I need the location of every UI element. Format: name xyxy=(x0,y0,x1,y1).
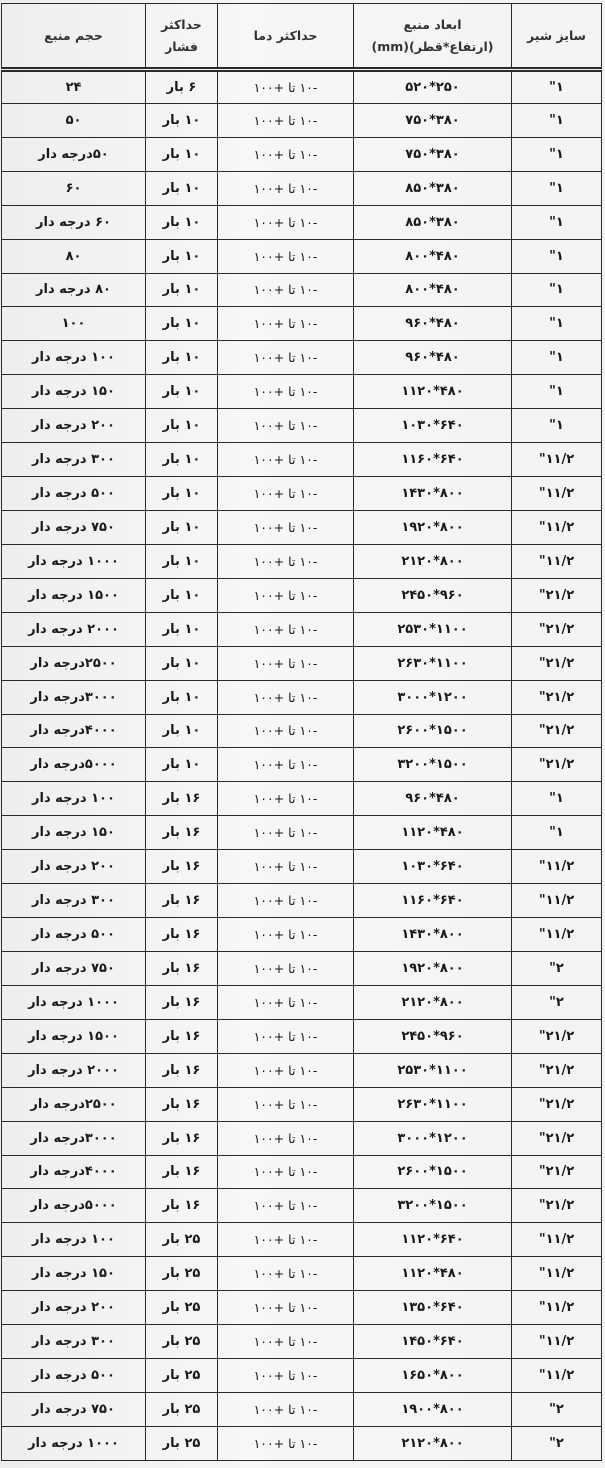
cell-max-temp: -۱۰ تا +۱۰۰ xyxy=(218,544,354,578)
cell-valve-size: ۱" xyxy=(512,375,602,409)
table-row xyxy=(2,409,602,443)
cell-tank-volume: ۳۰۰ درجه دار xyxy=(2,1325,146,1359)
cell-dimensions: ۹۶۰*۲۴۵۰ xyxy=(354,1019,512,1053)
table-row xyxy=(2,1019,602,1053)
cell-max-temp: -۱۰ تا +۱۰۰ xyxy=(218,103,354,137)
cell-dimensions: ۱۲۰۰*۳۰۰۰ xyxy=(354,680,512,714)
cell-tank-volume: ۲۴ xyxy=(2,70,146,104)
table-row xyxy=(2,884,602,918)
cell-tank-volume: ۲۵۰۰درجه دار xyxy=(2,646,146,680)
table-row xyxy=(2,985,602,1019)
header-dimensions-line1: ابعاد منبع xyxy=(403,16,462,32)
cell-dimensions: ۴۸۰*۹۶۰ xyxy=(354,307,512,341)
cell-valve-size: ۱" xyxy=(512,782,602,816)
cell-dimensions: ۱۵۰۰*۲۶۰۰ xyxy=(354,1155,512,1189)
cell-dimensions: ۴۸۰*۱۱۲۰ xyxy=(354,816,512,850)
cell-tank-volume: ۱۰۰ xyxy=(2,307,146,341)
cell-valve-size: ۲۱/۲" xyxy=(512,680,602,714)
cell-max-temp: -۱۰ تا +۱۰۰ xyxy=(218,985,354,1019)
cell-tank-volume: ۳۰۰۰درجه دار xyxy=(2,680,146,714)
cell-valve-size: ۲" xyxy=(512,1426,602,1460)
cell-max-temp: -۱۰ تا +۱۰۰ xyxy=(218,748,354,782)
cell-max-temp: -۱۰ تا +۱۰۰ xyxy=(218,137,354,171)
table-row xyxy=(2,748,602,782)
cell-max-temp: -۱۰ تا +۱۰۰ xyxy=(218,375,354,409)
cell-max-temp: -۱۰ تا +۱۰۰ xyxy=(218,205,354,239)
cell-tank-volume: ۱۰۰ درجه دار xyxy=(2,782,146,816)
cell-dimensions: ۴۸۰*۸۰۰ xyxy=(354,273,512,307)
header-max-pressure-line1: حداکثر xyxy=(161,16,202,32)
cell-dimensions: ۲۵۰*۵۲۰ xyxy=(354,70,512,104)
cell-dimensions: ۱۲۰۰*۳۰۰۰ xyxy=(354,1121,512,1155)
cell-max-temp: -۱۰ تا +۱۰۰ xyxy=(218,1155,354,1189)
cell-max-temp: -۱۰ تا +۱۰۰ xyxy=(218,816,354,850)
cell-max-temp: -۱۰ تا +۱۰۰ xyxy=(218,680,354,714)
cell-dimensions: ۸۰۰*۱۴۳۰ xyxy=(354,477,512,511)
cell-dimensions: ۴۸۰*۸۰۰ xyxy=(354,239,512,273)
table-row xyxy=(2,714,602,748)
header-max-pressure xyxy=(146,4,218,70)
cell-max-pressure: ۲۵ بار xyxy=(146,1325,218,1359)
cell-max-pressure: ۱۰ بار xyxy=(146,646,218,680)
cell-max-temp: -۱۰ تا +۱۰۰ xyxy=(218,70,354,104)
cell-dimensions: ۱۵۰۰*۲۶۰۰ xyxy=(354,714,512,748)
cell-max-temp: -۱۰ تا +۱۰۰ xyxy=(218,443,354,477)
cell-dimensions: ۹۶۰*۲۴۵۰ xyxy=(354,578,512,612)
cell-max-temp: -۱۰ تا +۱۰۰ xyxy=(218,409,354,443)
cell-max-temp: -۱۰ تا +۱۰۰ xyxy=(218,578,354,612)
cell-valve-size: ۱۱/۲" xyxy=(512,884,602,918)
cell-dimensions: ۳۸۰*۷۵۰ xyxy=(354,137,512,171)
cell-valve-size: ۲۱/۲" xyxy=(512,1019,602,1053)
cell-max-temp: -۱۰ تا +۱۰۰ xyxy=(218,646,354,680)
cell-valve-size: ۲۱/۲" xyxy=(512,1087,602,1121)
cell-max-pressure: ۱۶ بار xyxy=(146,850,218,884)
cell-max-temp: -۱۰ تا +۱۰۰ xyxy=(218,1189,354,1223)
table-row xyxy=(2,477,602,511)
table-row xyxy=(2,341,602,375)
cell-valve-size: ۱۱/۲" xyxy=(512,1325,602,1359)
cell-tank-volume: ۶۰ درجه دار xyxy=(2,205,146,239)
table-row xyxy=(2,375,602,409)
cell-dimensions: ۶۴۰*۱۰۳۰ xyxy=(354,409,512,443)
cell-tank-volume: ۳۰۰ درجه دار xyxy=(2,443,146,477)
table-row xyxy=(2,1053,602,1087)
cell-tank-volume: ۵۰۰۰درجه دار xyxy=(2,1189,146,1223)
cell-tank-volume: ۱۰۰۰ درجه دار xyxy=(2,985,146,1019)
cell-dimensions: ۴۸۰*۹۶۰ xyxy=(354,782,512,816)
table-row xyxy=(2,1189,602,1223)
cell-valve-size: ۱۱/۲" xyxy=(512,510,602,544)
cell-max-pressure: ۱۰ بار xyxy=(146,171,218,205)
cell-max-temp: -۱۰ تا +۱۰۰ xyxy=(218,239,354,273)
cell-max-pressure: ۲۵ بار xyxy=(146,1257,218,1291)
cell-tank-volume: ۷۵۰ درجه دار xyxy=(2,1392,146,1426)
table-row xyxy=(2,1359,602,1393)
cell-tank-volume: ۶۰ xyxy=(2,171,146,205)
cell-max-pressure: ۲۵ بار xyxy=(146,1291,218,1325)
cell-max-pressure: ۱۰ بار xyxy=(146,341,218,375)
cell-valve-size: ۱۱/۲" xyxy=(512,918,602,952)
table-row xyxy=(2,1426,602,1460)
table-row xyxy=(2,70,602,104)
tank-spec-table xyxy=(1,3,602,1461)
cell-max-pressure: ۱۶ بار xyxy=(146,918,218,952)
cell-valve-size: ۱" xyxy=(512,239,602,273)
header-tank-volume-label: حجم منبع xyxy=(44,27,103,43)
cell-valve-size: ۲۱/۲" xyxy=(512,748,602,782)
cell-tank-volume: ۲۵۰۰درجه دار xyxy=(2,1087,146,1121)
cell-max-temp: -۱۰ تا +۱۰۰ xyxy=(218,171,354,205)
cell-valve-size: ۱" xyxy=(512,103,602,137)
cell-dimensions: ۱۵۰۰*۳۲۰۰ xyxy=(354,1189,512,1223)
cell-max-temp: -۱۰ تا +۱۰۰ xyxy=(218,612,354,646)
cell-tank-volume: ۵۰درجه دار xyxy=(2,137,146,171)
cell-max-temp: -۱۰ تا +۱۰۰ xyxy=(218,884,354,918)
cell-dimensions: ۶۴۰*۱۰۳۰ xyxy=(354,850,512,884)
table-row xyxy=(2,782,602,816)
cell-tank-volume: ۳۰۰ درجه دار xyxy=(2,884,146,918)
cell-tank-volume: ۵۰۰ درجه دار xyxy=(2,918,146,952)
cell-max-temp: -۱۰ تا +۱۰۰ xyxy=(218,1426,354,1460)
cell-valve-size: ۲۱/۲" xyxy=(512,1053,602,1087)
table-row xyxy=(2,443,602,477)
cell-dimensions: ۸۰۰*۲۱۲۰ xyxy=(354,1426,512,1460)
cell-max-pressure: ۱۰ بار xyxy=(146,544,218,578)
cell-valve-size: ۱۱/۲" xyxy=(512,443,602,477)
table-row xyxy=(2,544,602,578)
table-row xyxy=(2,1257,602,1291)
table-row xyxy=(2,171,602,205)
cell-max-pressure: ۱۰ بار xyxy=(146,375,218,409)
table-row xyxy=(2,850,602,884)
table-row xyxy=(2,239,602,273)
cell-max-pressure: ۱۰ بار xyxy=(146,748,218,782)
cell-tank-volume: ۱۵۰۰ درجه دار xyxy=(2,578,146,612)
cell-tank-volume: ۲۰۰ درجه دار xyxy=(2,409,146,443)
cell-valve-size: ۱۱/۲" xyxy=(512,477,602,511)
cell-tank-volume: ۲۰۰ درجه دار xyxy=(2,850,146,884)
cell-max-temp: -۱۰ تا +۱۰۰ xyxy=(218,1121,354,1155)
table-row xyxy=(2,816,602,850)
cell-dimensions: ۱۱۰۰*۲۵۳۰ xyxy=(354,1053,512,1087)
cell-tank-volume: ۸۰ xyxy=(2,239,146,273)
cell-max-temp: -۱۰ تا +۱۰۰ xyxy=(218,1053,354,1087)
cell-max-pressure: ۱۰ بار xyxy=(146,477,218,511)
table-row xyxy=(2,1155,602,1189)
cell-max-pressure: ۱۶ بار xyxy=(146,951,218,985)
cell-max-pressure: ۱۶ بار xyxy=(146,1053,218,1087)
cell-max-temp: -۱۰ تا +۱۰۰ xyxy=(218,1257,354,1291)
cell-max-pressure: ۱۰ بار xyxy=(146,612,218,646)
cell-valve-size: ۲" xyxy=(512,951,602,985)
cell-dimensions: ۸۰۰*۱۶۵۰ xyxy=(354,1359,512,1393)
cell-tank-volume: ۱۰۰۰ درجه دار xyxy=(2,544,146,578)
cell-max-pressure: ۱۶ بار xyxy=(146,816,218,850)
cell-valve-size: ۲۱/۲" xyxy=(512,1121,602,1155)
table-row xyxy=(2,103,602,137)
header-row xyxy=(2,4,602,70)
cell-valve-size: ۱" xyxy=(512,273,602,307)
cell-max-pressure: ۱۶ بار xyxy=(146,1019,218,1053)
table-row xyxy=(2,918,602,952)
cell-max-pressure: ۱۰ بار xyxy=(146,578,218,612)
cell-valve-size: ۲۱/۲" xyxy=(512,1155,602,1189)
cell-max-pressure: ۲۵ بار xyxy=(146,1392,218,1426)
cell-max-pressure: ۱۰ بار xyxy=(146,510,218,544)
cell-valve-size: ۲۱/۲" xyxy=(512,714,602,748)
cell-dimensions: ۸۰۰*۱۹۲۰ xyxy=(354,510,512,544)
cell-valve-size: ۲" xyxy=(512,985,602,1019)
header-dimensions-line2: (ارتفاع*قطر)(mm) xyxy=(371,38,494,54)
cell-max-pressure: ۲۵ بار xyxy=(146,1426,218,1460)
cell-max-pressure: ۱۶ بار xyxy=(146,1155,218,1189)
table-row xyxy=(2,1223,602,1257)
cell-max-pressure: ۱۶ بار xyxy=(146,1121,218,1155)
cell-valve-size: ۲۱/۲" xyxy=(512,1189,602,1223)
cell-max-temp: -۱۰ تا +۱۰۰ xyxy=(218,273,354,307)
cell-max-temp: -۱۰ تا +۱۰۰ xyxy=(218,782,354,816)
cell-max-pressure: ۱۰ بار xyxy=(146,103,218,137)
cell-max-temp: -۱۰ تا +۱۰۰ xyxy=(218,477,354,511)
cell-valve-size: ۲" xyxy=(512,1392,602,1426)
table-row xyxy=(2,137,602,171)
cell-tank-volume: ۵۰۰ درجه دار xyxy=(2,1359,146,1393)
cell-dimensions: ۸۰۰*۱۹۲۰ xyxy=(354,951,512,985)
cell-tank-volume: ۲۰۰۰ درجه دار xyxy=(2,612,146,646)
header-max-temp xyxy=(218,4,354,70)
table-body xyxy=(2,70,602,1461)
cell-max-pressure: ۱۰ بار xyxy=(146,273,218,307)
table-row xyxy=(2,1291,602,1325)
cell-valve-size: ۱۱/۲" xyxy=(512,1257,602,1291)
cell-max-temp: -۱۰ تا +۱۰۰ xyxy=(218,341,354,375)
cell-max-pressure: ۱۶ بار xyxy=(146,782,218,816)
table-row xyxy=(2,1325,602,1359)
cell-tank-volume: ۲۰۰۰ درجه دار xyxy=(2,1053,146,1087)
cell-dimensions: ۱۱۰۰*۲۶۳۰ xyxy=(354,646,512,680)
cell-max-temp: -۱۰ تا +۱۰۰ xyxy=(218,1359,354,1393)
cell-dimensions: ۶۴۰*۱۱۶۰ xyxy=(354,443,512,477)
cell-valve-size: ۱" xyxy=(512,171,602,205)
cell-max-temp: -۱۰ تا +۱۰۰ xyxy=(218,1291,354,1325)
cell-valve-size: ۱" xyxy=(512,205,602,239)
cell-tank-volume: ۱۵۰ درجه دار xyxy=(2,816,146,850)
table-row xyxy=(2,680,602,714)
cell-valve-size: ۱۱/۲" xyxy=(512,1223,602,1257)
cell-max-pressure: ۶ بار xyxy=(146,70,218,104)
cell-max-pressure: ۱۶ بار xyxy=(146,985,218,1019)
cell-max-temp: -۱۰ تا +۱۰۰ xyxy=(218,951,354,985)
cell-valve-size: ۲۱/۲" xyxy=(512,646,602,680)
cell-tank-volume: ۵۰۰ درجه دار xyxy=(2,477,146,511)
header-dimensions xyxy=(354,4,512,70)
cell-tank-volume: ۴۰۰۰درجه دار xyxy=(2,1155,146,1189)
cell-max-pressure: ۱۰ بار xyxy=(146,680,218,714)
cell-max-pressure: ۱۶ بار xyxy=(146,1189,218,1223)
cell-valve-size: ۱۱/۲" xyxy=(512,850,602,884)
cell-dimensions: ۸۰۰*۲۱۲۰ xyxy=(354,985,512,1019)
cell-dimensions: ۳۸۰*۷۵۰ xyxy=(354,103,512,137)
cell-max-pressure: ۲۵ بار xyxy=(146,1223,218,1257)
cell-tank-volume: ۱۵۰ درجه دار xyxy=(2,1257,146,1291)
cell-tank-volume: ۸۰ درجه دار xyxy=(2,273,146,307)
header-max-pressure-line2: فشار xyxy=(165,38,198,54)
cell-tank-volume: ۷۵۰ درجه دار xyxy=(2,510,146,544)
cell-tank-volume: ۵۰ xyxy=(2,103,146,137)
cell-dimensions: ۴۸۰*۱۱۲۰ xyxy=(354,1257,512,1291)
cell-valve-size: ۱۱/۲" xyxy=(512,1291,602,1325)
cell-max-pressure: ۱۰ بار xyxy=(146,714,218,748)
header-valve-size xyxy=(512,4,602,70)
cell-max-pressure: ۱۰ بار xyxy=(146,205,218,239)
table-row xyxy=(2,951,602,985)
cell-max-temp: -۱۰ تا +۱۰۰ xyxy=(218,1325,354,1359)
cell-valve-size: ۱۱/۲" xyxy=(512,544,602,578)
table-row xyxy=(2,307,602,341)
cell-valve-size: ۱" xyxy=(512,137,602,171)
header-max-temp-label: حداکثر دما xyxy=(253,27,318,43)
cell-dimensions: ۳۸۰*۸۵۰ xyxy=(354,205,512,239)
cell-tank-volume: ۱۰۰ درجه دار xyxy=(2,341,146,375)
header-tank-volume xyxy=(2,4,146,70)
table-row xyxy=(2,205,602,239)
cell-dimensions: ۶۴۰*۱۱۲۰ xyxy=(354,1223,512,1257)
cell-max-pressure: ۱۰ بار xyxy=(146,307,218,341)
cell-tank-volume: ۱۵۰۰ درجه دار xyxy=(2,1019,146,1053)
cell-dimensions: ۶۴۰*۱۴۵۰ xyxy=(354,1325,512,1359)
cell-dimensions: ۶۴۰*۱۱۶۰ xyxy=(354,884,512,918)
cell-max-temp: -۱۰ تا +۱۰۰ xyxy=(218,1019,354,1053)
cell-tank-volume: ۲۰۰ درجه دار xyxy=(2,1291,146,1325)
cell-valve-size: ۱" xyxy=(512,816,602,850)
cell-max-pressure: ۱۶ بار xyxy=(146,1087,218,1121)
cell-max-pressure: ۱۰ بار xyxy=(146,409,218,443)
cell-dimensions: ۱۱۰۰*۲۶۳۰ xyxy=(354,1087,512,1121)
cell-dimensions: ۸۰۰*۲۱۲۰ xyxy=(354,544,512,578)
cell-dimensions: ۱۱۰۰*۲۵۳۰ xyxy=(354,612,512,646)
table-row xyxy=(2,578,602,612)
table-row xyxy=(2,1087,602,1121)
cell-tank-volume: ۱۰۰ درجه دار xyxy=(2,1223,146,1257)
cell-valve-size: ۱۱/۲" xyxy=(512,1359,602,1393)
cell-dimensions: ۳۸۰*۸۵۰ xyxy=(354,171,512,205)
cell-tank-volume: ۴۰۰۰درجه دار xyxy=(2,714,146,748)
cell-valve-size: ۱" xyxy=(512,409,602,443)
cell-max-temp: -۱۰ تا +۱۰۰ xyxy=(218,307,354,341)
cell-dimensions: ۱۵۰۰*۳۲۰۰ xyxy=(354,748,512,782)
cell-max-temp: -۱۰ تا +۱۰۰ xyxy=(218,714,354,748)
cell-max-temp: -۱۰ تا +۱۰۰ xyxy=(218,1087,354,1121)
table-row xyxy=(2,1121,602,1155)
cell-valve-size: ۱" xyxy=(512,341,602,375)
cell-max-pressure: ۱۰ بار xyxy=(146,443,218,477)
header-valve-size-label: سایز شیر xyxy=(527,27,586,43)
cell-dimensions: ۶۴۰*۱۳۵۰ xyxy=(354,1291,512,1325)
cell-max-temp: -۱۰ تا +۱۰۰ xyxy=(218,1392,354,1426)
cell-max-pressure: ۱۰ بار xyxy=(146,137,218,171)
cell-dimensions: ۴۸۰*۹۶۰ xyxy=(354,341,512,375)
cell-tank-volume: ۱۰۰۰ درجه دار xyxy=(2,1426,146,1460)
cell-tank-volume: ۳۰۰۰درجه دار xyxy=(2,1121,146,1155)
cell-tank-volume: ۷۵۰ درجه دار xyxy=(2,951,146,985)
table-row xyxy=(2,1392,602,1426)
cell-max-temp: -۱۰ تا +۱۰۰ xyxy=(218,1223,354,1257)
cell-max-temp: -۱۰ تا +۱۰۰ xyxy=(218,918,354,952)
table-row xyxy=(2,612,602,646)
cell-dimensions: ۸۰۰*۱۴۳۰ xyxy=(354,918,512,952)
cell-max-pressure: ۲۵ بار xyxy=(146,1359,218,1393)
cell-max-pressure: ۱۰ بار xyxy=(146,239,218,273)
table-row xyxy=(2,510,602,544)
cell-valve-size: ۱" xyxy=(512,307,602,341)
cell-valve-size: ۲۱/۲" xyxy=(512,578,602,612)
table-row xyxy=(2,646,602,680)
cell-valve-size: ۱" xyxy=(512,70,602,104)
cell-dimensions: ۸۰۰*۱۹۰۰ xyxy=(354,1392,512,1426)
cell-dimensions: ۴۸۰*۱۱۲۰ xyxy=(354,375,512,409)
cell-max-temp: -۱۰ تا +۱۰۰ xyxy=(218,850,354,884)
cell-valve-size: ۲۱/۲" xyxy=(512,612,602,646)
cell-max-temp: -۱۰ تا +۱۰۰ xyxy=(218,510,354,544)
cell-tank-volume: ۱۵۰ درجه دار xyxy=(2,375,146,409)
table-row xyxy=(2,273,602,307)
cell-max-pressure: ۱۶ بار xyxy=(146,884,218,918)
cell-tank-volume: ۵۰۰۰درجه دار xyxy=(2,748,146,782)
